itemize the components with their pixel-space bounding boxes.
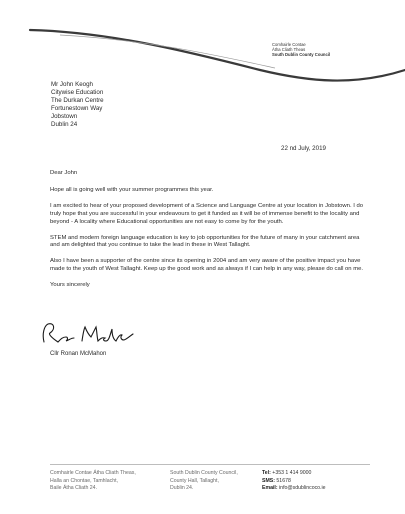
footer-line: Dublin 24.	[170, 485, 194, 492]
contact-label: SMS:	[262, 477, 275, 484]
address-line: Fortunestown Way	[51, 105, 103, 113]
body-paragraph: Hope all is going well with your summer programmes this year.	[50, 186, 214, 193]
footer-line: South Dublin County Council,	[170, 470, 238, 476]
footer-english-address	[170, 470, 238, 493]
contact-value: +353 1 414 9000	[272, 470, 312, 476]
recipient-address	[51, 81, 104, 130]
body-paragraph: Also I have been a supporter of the centre since its opening in 2004 and am very aware of the positive impact you have made to the youth of West Tallaght. Keep up the good work and as always if I can help in any way, please do call on me.	[50, 258, 364, 273]
contact-value: 51678	[276, 477, 291, 484]
address-line: The Durkan Centre	[51, 97, 104, 105]
contact-label: Tel:	[262, 470, 271, 476]
body-paragraph: I am excited to hear of your proposed development of a Science and Language Centre at your location in Jobstown. I do truly hope that you are successful in your endeavours to get it funded as it will be of immense benefit to the locality and beyond - A locality where Educational opportunities are not easy to come by for the youth.	[50, 202, 364, 225]
address-line: Dublin 24	[51, 121, 78, 129]
logo-line: South Dublin County Council	[272, 52, 331, 57]
footer-contact-sms	[262, 478, 326, 486]
contact-value: info@sdublincoco.ie	[279, 485, 326, 492]
footer-contact	[262, 470, 326, 493]
footer-line: County Hall, Tallaght,	[170, 477, 219, 484]
contact-label: Email:	[262, 485, 278, 492]
footer-divider	[50, 464, 370, 465]
council-logo	[272, 42, 330, 57]
logo-line: Comhairle Contae	[272, 42, 306, 47]
footer-irish-address	[50, 470, 136, 493]
footer-contact-email	[262, 485, 326, 493]
footer-line: Comhairle Contae Átha Cliath Theas,	[50, 470, 136, 476]
closing: Yours sincerely	[50, 282, 90, 289]
signer-name: Cllr Ronan McMahon	[50, 351, 107, 357]
address-line: Mr John Keogh	[51, 81, 93, 88]
letter-date: 22 nd July, 2019	[281, 145, 326, 152]
address-line: Citywise Education	[51, 89, 104, 97]
letterhead-swoosh	[0, 0, 405, 90]
salutation: Dear John	[50, 170, 78, 176]
address-line: Jobstown	[51, 113, 78, 121]
letter-body	[50, 170, 365, 298]
footer-line: Baile Átha Cliath 24.	[50, 485, 98, 492]
body-paragraph: STEM and modern foreign language education is key to job opportunities for the future of many in your catchment area and am delighted that you continue to take the lead in these in West Tallaght.	[50, 234, 360, 249]
handwritten-signature	[38, 320, 148, 348]
footer-contact-tel	[262, 470, 326, 478]
logo-line: Átha Cliath Theas	[272, 47, 306, 52]
footer-line: Halla an Chontae, Tamhlacht,	[50, 477, 118, 484]
